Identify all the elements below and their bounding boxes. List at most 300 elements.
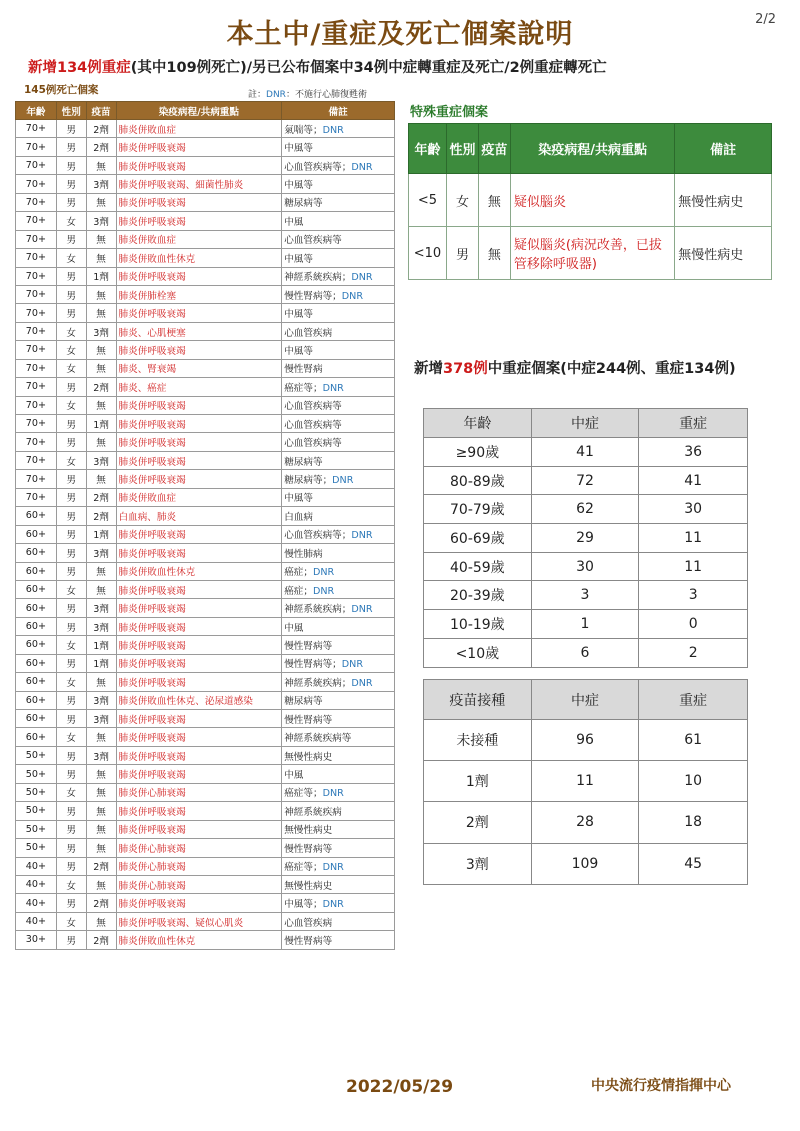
age-row bbox=[424, 466, 748, 495]
death-row bbox=[16, 912, 395, 930]
death-row bbox=[16, 654, 395, 672]
cell-remark bbox=[282, 765, 395, 783]
cell-label: 40-59歲 bbox=[424, 552, 532, 581]
cell-age: 70+ bbox=[16, 396, 57, 414]
remark-text: 中風等 bbox=[284, 345, 313, 357]
cell-vaccine: 無 bbox=[478, 227, 510, 280]
cell-age: 70+ bbox=[16, 488, 57, 506]
cell-age: 50+ bbox=[16, 820, 57, 838]
cell-sex: 女 bbox=[56, 783, 86, 801]
cell-remark bbox=[282, 617, 395, 635]
cell-sex: 女 bbox=[56, 875, 86, 893]
cell-sex: 女 bbox=[56, 212, 86, 230]
remark-text: 中風等 bbox=[284, 253, 313, 265]
death-cases-title: 145例死亡個案 bbox=[24, 84, 99, 96]
cell-age: <5 bbox=[409, 174, 447, 227]
cell-sex: 女 bbox=[56, 673, 86, 691]
cell-remark bbox=[282, 507, 395, 525]
cell-vaccine: 無 bbox=[86, 156, 116, 174]
col-age: 年齡 bbox=[16, 102, 57, 120]
cell-remark bbox=[282, 304, 395, 322]
cell-age: 60+ bbox=[16, 525, 57, 543]
cell-course: 肺炎併呼吸衰竭 bbox=[116, 820, 282, 838]
cell-course: 肺炎併呼吸衰竭 bbox=[116, 617, 282, 635]
cell-vaccine: 無 bbox=[86, 359, 116, 377]
cell-sex: 女 bbox=[56, 451, 86, 469]
cell-course: 肺炎併呼吸衰竭、細菌性肺炎 bbox=[116, 175, 282, 193]
cell-vaccine: 無 bbox=[86, 765, 116, 783]
cell-remark bbox=[282, 783, 395, 801]
cell-course: 肺炎併心肺衰竭 bbox=[116, 839, 282, 857]
death-row bbox=[16, 193, 395, 211]
cell-age: 50+ bbox=[16, 839, 57, 857]
death-row bbox=[16, 636, 395, 654]
cell-severe: 61 bbox=[639, 720, 748, 761]
cell-age: <10 bbox=[409, 227, 447, 280]
cell-course: 肺炎併呼吸衰竭 bbox=[116, 267, 282, 285]
death-row bbox=[16, 710, 395, 728]
death-row bbox=[16, 783, 395, 801]
cell-age: 60+ bbox=[16, 544, 57, 562]
cell-vaccine: 3劑 bbox=[86, 212, 116, 230]
cell-sex: 男 bbox=[56, 691, 86, 709]
cell-course: 肺炎併呼吸衰竭 bbox=[116, 212, 282, 230]
col-age-group: 年齡 bbox=[424, 409, 532, 438]
cell-age: 70+ bbox=[16, 304, 57, 322]
cell-age: 40+ bbox=[16, 912, 57, 930]
age-breakdown-table bbox=[423, 408, 748, 668]
cell-vaccine: 1劑 bbox=[86, 654, 116, 672]
special-cases-title: 特殊重症個案 bbox=[410, 105, 489, 120]
remark-text: 中風等； bbox=[284, 899, 323, 911]
age-row bbox=[424, 610, 748, 639]
note-prefix: 註： bbox=[248, 90, 267, 100]
cell-sex: 男 bbox=[56, 894, 86, 912]
cell-sex: 男 bbox=[56, 599, 86, 617]
age-row bbox=[424, 524, 748, 553]
remark-text: 慢性腎病等； bbox=[284, 659, 342, 671]
cell-remark bbox=[282, 120, 395, 138]
cell-remark bbox=[282, 912, 395, 930]
cell-age: 50+ bbox=[16, 765, 57, 783]
cell-vaccine: 3劑 bbox=[86, 322, 116, 340]
report-date: 2022/05/29 bbox=[346, 1077, 454, 1097]
cell-age: 40+ bbox=[16, 894, 57, 912]
cell-age: 60+ bbox=[16, 673, 57, 691]
cell-vaccine: 無 bbox=[86, 470, 116, 488]
cell-remark bbox=[282, 710, 395, 728]
cell-vaccine: 1劑 bbox=[86, 636, 116, 654]
dnr-flag: DNR bbox=[332, 475, 354, 487]
cell-vaccine: 無 bbox=[86, 673, 116, 691]
death-cases-table bbox=[15, 101, 395, 950]
cell-remark bbox=[282, 415, 395, 433]
cell-vaccine: 2劑 bbox=[86, 931, 116, 949]
summary-line bbox=[28, 56, 607, 77]
cell-vaccine: 無 bbox=[86, 193, 116, 211]
cell-label: 未接種 bbox=[424, 720, 532, 761]
cell-vaccine: 無 bbox=[86, 249, 116, 267]
col-remark: 備註 bbox=[282, 102, 395, 120]
cell-remark bbox=[282, 931, 395, 949]
cell-age: 60+ bbox=[16, 691, 57, 709]
cell-sex: 男 bbox=[56, 230, 86, 248]
cell-sex: 男 bbox=[56, 488, 86, 506]
cell-remark: 無慢性病史 bbox=[675, 174, 772, 227]
cell-course: 肺炎、癌症 bbox=[116, 378, 282, 396]
cell-age: 70+ bbox=[16, 212, 57, 230]
cell-vaccine: 無 bbox=[86, 875, 116, 893]
remark-text: 中風 bbox=[284, 622, 304, 634]
cell-label: 10-19歲 bbox=[424, 610, 532, 639]
remark-text: 糖尿病等； bbox=[284, 475, 333, 487]
cell-course: 肺炎併呼吸衰竭 bbox=[116, 710, 282, 728]
remark-text: 中風等 bbox=[284, 180, 313, 192]
age-table-header bbox=[424, 409, 748, 438]
death-row bbox=[16, 230, 395, 248]
cell-sex: 男 bbox=[56, 857, 86, 875]
death-row bbox=[16, 507, 395, 525]
cell-remark bbox=[282, 470, 395, 488]
death-row bbox=[16, 820, 395, 838]
remark-text: 中風等 bbox=[284, 143, 313, 155]
cell-remark bbox=[282, 341, 395, 359]
dnr-flag: DNR bbox=[322, 862, 344, 874]
remark-text: 心血管疾病 bbox=[284, 327, 333, 339]
cell-sex: 男 bbox=[56, 820, 86, 838]
cell-vaccine: 無 bbox=[86, 396, 116, 414]
death-row bbox=[16, 304, 395, 322]
cell-age: 70+ bbox=[16, 138, 57, 156]
remark-text: 癌症； bbox=[284, 567, 313, 579]
special-table-header bbox=[409, 124, 772, 174]
cell-age: 60+ bbox=[16, 599, 57, 617]
cell-label: 60-69歲 bbox=[424, 524, 532, 553]
cell-vaccine: 2劑 bbox=[86, 120, 116, 138]
death-row bbox=[16, 451, 395, 469]
cell-course: 肺炎併心肺衰竭 bbox=[116, 857, 282, 875]
cell-label: 80-89歲 bbox=[424, 466, 532, 495]
cell-age: 50+ bbox=[16, 746, 57, 764]
cell-label: 3劑 bbox=[424, 843, 532, 884]
cell-remark bbox=[282, 451, 395, 469]
col-vaccine-status: 疫苗接種 bbox=[424, 680, 532, 720]
cell-vaccine: 2劑 bbox=[86, 378, 116, 396]
cell-sex: 女 bbox=[56, 341, 86, 359]
cell-vaccine: 3劑 bbox=[86, 746, 116, 764]
cell-vaccine: 無 bbox=[86, 912, 116, 930]
death-row bbox=[16, 673, 395, 691]
cell-vaccine: 3劑 bbox=[86, 175, 116, 193]
cell-remark bbox=[282, 839, 395, 857]
organization-name: 中央流行疫情指揮中心 bbox=[591, 1078, 731, 1094]
cell-moderate: 30 bbox=[531, 552, 639, 581]
remark-text: 慢性腎病 bbox=[284, 364, 323, 376]
cell-sex: 男 bbox=[56, 765, 86, 783]
death-row bbox=[16, 341, 395, 359]
dnr-flag: DNR bbox=[351, 272, 373, 284]
page-title: 本土中/重症及死亡個案說明 bbox=[226, 19, 574, 50]
remark-text: 心血管疾病等 bbox=[284, 419, 342, 431]
cell-moderate: 1 bbox=[531, 610, 639, 639]
cell-remark bbox=[282, 802, 395, 820]
cell-sex: 女 bbox=[56, 728, 86, 746]
cell-vaccine: 無 bbox=[86, 802, 116, 820]
death-row bbox=[16, 617, 395, 635]
cell-course: 肺炎併呼吸衰竭 bbox=[116, 765, 282, 783]
death-row bbox=[16, 138, 395, 156]
cell-vaccine: 3劑 bbox=[86, 451, 116, 469]
cell-course: 白血病、肺炎 bbox=[116, 507, 282, 525]
cell-sex: 男 bbox=[56, 544, 86, 562]
cell-vaccine: 無 bbox=[478, 174, 510, 227]
cell-remark bbox=[282, 673, 395, 691]
special-row bbox=[409, 227, 772, 280]
cell-remark bbox=[282, 599, 395, 617]
death-row bbox=[16, 285, 395, 303]
col-moderate: 中症 bbox=[531, 409, 639, 438]
remark-text: 中風等 bbox=[284, 309, 313, 321]
cell-remark bbox=[282, 285, 395, 303]
cell-vaccine: 無 bbox=[86, 433, 116, 451]
cell-label: ≥90歲 bbox=[424, 438, 532, 467]
death-table-header bbox=[16, 102, 395, 120]
remark-text: 糖尿病等 bbox=[284, 696, 323, 708]
cell-course: 肺炎併呼吸衰竭 bbox=[116, 673, 282, 691]
dnr-flag: DNR bbox=[351, 604, 373, 616]
cell-vaccine: 2劑 bbox=[86, 507, 116, 525]
new-cases-suffix: 中重症個案(中症244例、重症134例) bbox=[487, 361, 736, 377]
cell-vaccine: 2劑 bbox=[86, 138, 116, 156]
death-row bbox=[16, 580, 395, 598]
special-row bbox=[409, 174, 772, 227]
cell-course: 肺炎併敗血性休克 bbox=[116, 931, 282, 949]
cell-age: 30+ bbox=[16, 931, 57, 949]
cell-age: 70+ bbox=[16, 230, 57, 248]
cell-course: 肺炎併敗血性休克 bbox=[116, 562, 282, 580]
remark-text: 癌症等； bbox=[284, 382, 323, 394]
cell-course: 肺炎併呼吸衰竭 bbox=[116, 746, 282, 764]
cell-course: 肺炎併呼吸衰竭 bbox=[116, 599, 282, 617]
remark-text: 癌症等； bbox=[284, 788, 323, 800]
cell-course: 肺炎併敗血性休克、泌尿道感染 bbox=[116, 691, 282, 709]
cell-vaccine: 2劑 bbox=[86, 857, 116, 875]
note-suffix: ：不施行心肺復甦術 bbox=[285, 90, 367, 100]
cell-age: 60+ bbox=[16, 728, 57, 746]
cell-moderate: 29 bbox=[531, 524, 639, 553]
cell-sex: 男 bbox=[56, 746, 86, 764]
death-row bbox=[16, 396, 395, 414]
death-row bbox=[16, 857, 395, 875]
age-row bbox=[424, 495, 748, 524]
cell-severe: 10 bbox=[639, 761, 748, 802]
cell-course: 肺炎併呼吸衰竭、疑似心肌炎 bbox=[116, 912, 282, 930]
col-sex: 性別 bbox=[56, 102, 86, 120]
cell-moderate: 28 bbox=[531, 802, 639, 843]
dnr-flag: DNR bbox=[312, 585, 335, 597]
remark-text: 無慢性病史 bbox=[284, 751, 333, 763]
cell-severe: 11 bbox=[639, 524, 748, 553]
cell-vaccine: 2劑 bbox=[86, 894, 116, 912]
cell-age: 70+ bbox=[16, 249, 57, 267]
cell-sex: 男 bbox=[56, 285, 86, 303]
cell-sex: 女 bbox=[56, 636, 86, 654]
special-cases-table bbox=[408, 123, 772, 280]
cell-course: 肺炎併呼吸衰竭 bbox=[116, 451, 282, 469]
cell-sex: 男 bbox=[56, 507, 86, 525]
age-row bbox=[424, 638, 748, 667]
death-row bbox=[16, 544, 395, 562]
cell-sex: 女 bbox=[56, 249, 86, 267]
cell-sex: 男 bbox=[56, 378, 86, 396]
cell-course: 肺炎併敗血症 bbox=[116, 120, 282, 138]
cell-sex: 女 bbox=[56, 580, 86, 598]
dnr-flag: DNR bbox=[341, 659, 363, 671]
cell-severe: 36 bbox=[639, 438, 748, 467]
cell-severe: 11 bbox=[639, 552, 748, 581]
cell-course: 肺炎併呼吸衰竭 bbox=[116, 636, 282, 654]
cell-remark bbox=[282, 820, 395, 838]
cell-remark bbox=[282, 488, 395, 506]
col-course: 染疫病程/共病重點 bbox=[116, 102, 282, 120]
cell-remark bbox=[282, 378, 395, 396]
page-number: 2/2 bbox=[755, 12, 776, 27]
death-row bbox=[16, 156, 395, 174]
death-row bbox=[16, 746, 395, 764]
cell-age: 70+ bbox=[16, 156, 57, 174]
cell-course: 肺炎併心肺衰竭 bbox=[116, 783, 282, 801]
summary-severe-count: 新增134例重症 bbox=[28, 60, 131, 76]
death-row bbox=[16, 875, 395, 893]
cell-label: 1劑 bbox=[424, 761, 532, 802]
cell-remark bbox=[282, 138, 395, 156]
cell-severe: 0 bbox=[639, 610, 748, 639]
remark-text: 氣喘等； bbox=[284, 124, 323, 136]
cell-course: 肺炎併呼吸衰竭 bbox=[116, 433, 282, 451]
cell-sex: 男 bbox=[56, 267, 86, 285]
remark-text: 中風等 bbox=[284, 493, 313, 505]
death-row bbox=[16, 415, 395, 433]
cell-sex: 男 bbox=[56, 710, 86, 728]
cell-severe: 3 bbox=[639, 581, 748, 610]
cell-remark bbox=[282, 396, 395, 414]
col-severe: 重症 bbox=[639, 409, 748, 438]
cell-vaccine: 無 bbox=[86, 285, 116, 303]
remark-text: 白血病 bbox=[284, 511, 313, 523]
cell-sex: 女 bbox=[56, 396, 86, 414]
col-vaccine: 疫苗 bbox=[86, 102, 116, 120]
remark-text: 心血管疾病等； bbox=[284, 161, 352, 173]
cell-age: 70+ bbox=[16, 322, 57, 340]
cell-age: 50+ bbox=[16, 783, 57, 801]
cell-vaccine: 3劑 bbox=[86, 544, 116, 562]
cell-severe: 2 bbox=[639, 638, 748, 667]
cell-sex: 男 bbox=[56, 175, 86, 193]
summary-detail: (其中109例死亡)/另已公布個案中34例中症轉重症及死亡/2例重症轉死亡 bbox=[130, 60, 607, 76]
cell-course: 肺炎併呼吸衰竭 bbox=[116, 544, 282, 562]
death-row bbox=[16, 212, 395, 230]
cell-age: 60+ bbox=[16, 617, 57, 635]
death-row bbox=[16, 525, 395, 543]
col-age: 年齡 bbox=[409, 124, 447, 174]
cell-remark bbox=[282, 525, 395, 543]
death-row bbox=[16, 691, 395, 709]
age-row bbox=[424, 581, 748, 610]
cell-course: 肺炎併呼吸衰竭 bbox=[116, 193, 282, 211]
cell-sex: 女 bbox=[446, 174, 478, 227]
cell-sex: 男 bbox=[56, 802, 86, 820]
cell-course: 疑似腦炎(病況改善，已拔管移除呼吸器) bbox=[510, 227, 674, 280]
cell-age: 70+ bbox=[16, 470, 57, 488]
cell-remark bbox=[282, 359, 395, 377]
cell-remark bbox=[282, 654, 395, 672]
cell-age: 60+ bbox=[16, 710, 57, 728]
cell-moderate: 62 bbox=[531, 495, 639, 524]
cell-vaccine: 無 bbox=[86, 839, 116, 857]
remark-text: 糖尿病等 bbox=[284, 198, 323, 210]
col-sex: 性別 bbox=[446, 124, 478, 174]
remark-text: 神經系統疾病； bbox=[284, 604, 352, 616]
age-row bbox=[424, 438, 748, 467]
cell-vaccine: 1劑 bbox=[86, 525, 116, 543]
cell-remark bbox=[282, 267, 395, 285]
cell-remark bbox=[282, 691, 395, 709]
cell-course: 疑似腦炎 bbox=[510, 174, 674, 227]
cell-sex: 男 bbox=[56, 562, 86, 580]
cell-course: 肺炎併呼吸衰竭 bbox=[116, 470, 282, 488]
cell-moderate: 3 bbox=[531, 581, 639, 610]
remark-text: 神經系統疾病 bbox=[284, 806, 342, 818]
cell-vaccine: 無 bbox=[86, 820, 116, 838]
cell-remark bbox=[282, 193, 395, 211]
cell-sex: 男 bbox=[56, 304, 86, 322]
cell-sex: 男 bbox=[56, 156, 86, 174]
cell-vaccine: 3劑 bbox=[86, 691, 116, 709]
vaccine-row bbox=[424, 843, 748, 884]
death-row bbox=[16, 802, 395, 820]
remark-text: 神經系統疾病； bbox=[284, 677, 352, 689]
cell-age: 70+ bbox=[16, 193, 57, 211]
death-row bbox=[16, 488, 395, 506]
col-course: 染疫病程/共病重點 bbox=[510, 124, 674, 174]
cell-sex: 男 bbox=[56, 193, 86, 211]
remark-text: 心血管疾病等 bbox=[284, 235, 342, 247]
cell-course: 肺炎併呼吸衰竭 bbox=[116, 654, 282, 672]
death-row bbox=[16, 599, 395, 617]
cell-vaccine: 1劑 bbox=[86, 415, 116, 433]
cell-remark bbox=[282, 322, 395, 340]
death-row bbox=[16, 894, 395, 912]
cell-remark bbox=[282, 433, 395, 451]
remark-text: 慢性腎病等 bbox=[284, 640, 333, 652]
death-row bbox=[16, 175, 395, 193]
dnr-flag: DNR bbox=[351, 677, 373, 689]
cell-course: 肺炎、腎衰竭 bbox=[116, 359, 282, 377]
dnr-flag: DNR bbox=[322, 899, 344, 911]
death-row bbox=[16, 267, 395, 285]
cell-vaccine: 無 bbox=[86, 304, 116, 322]
cell-age: 60+ bbox=[16, 580, 57, 598]
cell-sex: 男 bbox=[56, 120, 86, 138]
death-row bbox=[16, 728, 395, 746]
dnr-flag: DNR bbox=[351, 161, 373, 173]
cell-remark bbox=[282, 636, 395, 654]
cell-sex: 男 bbox=[56, 433, 86, 451]
cell-course: 肺炎併呼吸衰竭 bbox=[116, 728, 282, 746]
col-vaccine: 疫苗 bbox=[478, 124, 510, 174]
death-row bbox=[16, 931, 395, 949]
remark-text: 中風 bbox=[284, 216, 304, 228]
